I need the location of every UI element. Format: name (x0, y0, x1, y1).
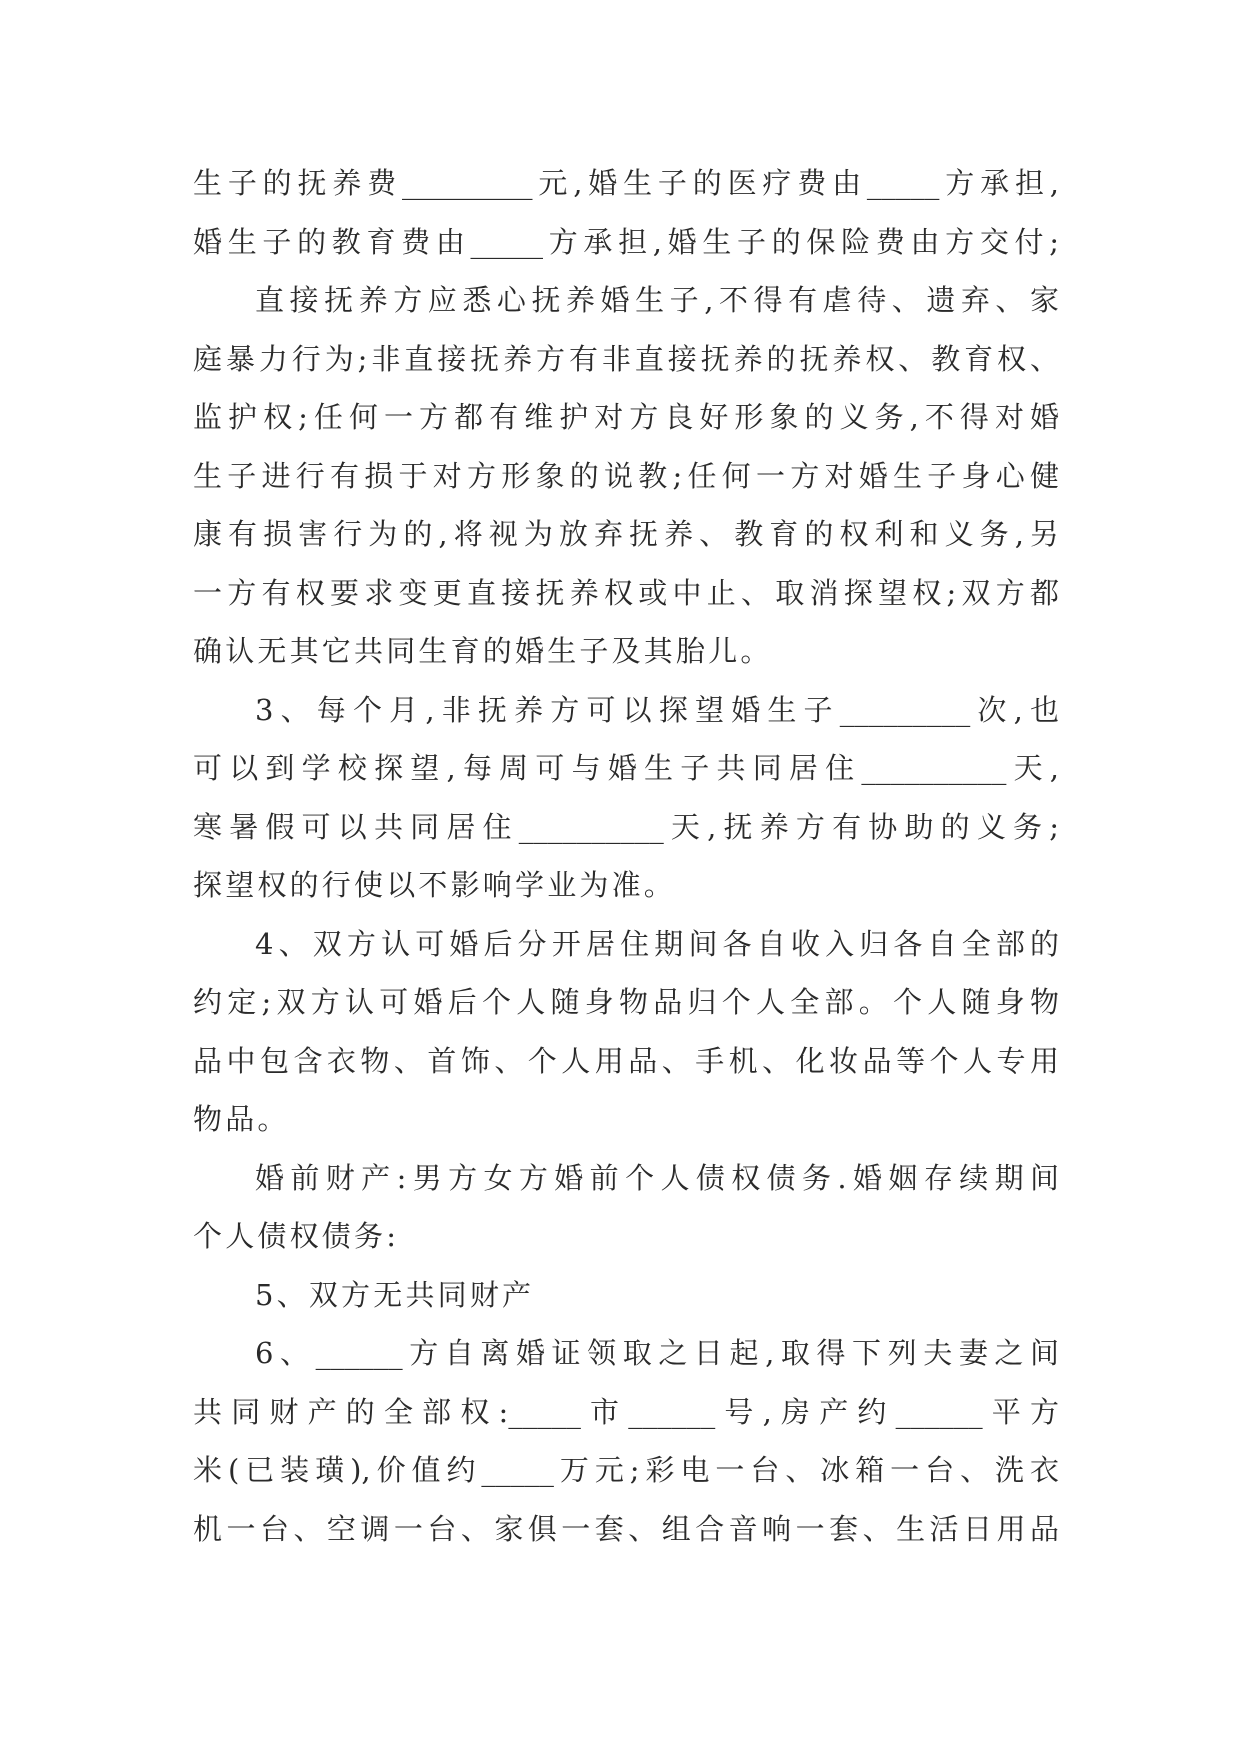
paragraph-end-line: 探望权的行使以不影响学业为准。 (193, 868, 677, 902)
paragraph-start-line: 4、双方认可婚后分开居住期间各自收入归各自全部的 (255, 926, 1059, 961)
text-line: 婚生子的教育费由_____方承担,婚生子的保险费由方交付; (193, 224, 1059, 259)
document-page (193, 154, 1059, 1558)
paragraph-end-line: 个人债权债务: (193, 1219, 400, 1253)
text-line: 约定;双方认可婚后个人随身物品归个人全部。个人随身物 (193, 985, 1059, 1019)
text-line: 机一台、空调一台、家俱一套、组合音响一套、生活日用品 (193, 1511, 1059, 1546)
paragraph-start-line: 婚前财产:男方女方婚前个人债权债务.婚姻存续期间 (255, 1160, 1059, 1195)
text-line: 品中包含衣物、首饰、个人用品、手机、化妆品等个人专用 (193, 1043, 1059, 1078)
text-line: 可以到学校探望,每周可与婚生子共同居住__________天, (193, 751, 1059, 785)
text-line: 康有损害行为的,将视为放弃抚养、教育的权利和义务,另 (193, 517, 1059, 551)
paragraph-start-line: 6、______方自离婚证领取之日起,取得下列夫妻之间 (255, 1336, 1059, 1370)
text-line: 庭暴力行为;非直接抚养方有非直接抚养的抚养权、教育权、 (193, 341, 1059, 376)
paragraph-start-line: 3、每个月,非抚养方可以探望婚生子_________次,也 (255, 692, 1059, 727)
text-line: 寒暑假可以共同居住__________天,抚养方有协助的义务; (193, 809, 1059, 844)
text-line: 生子的抚养费_________元,婚生子的医疗费由_____方承担, (193, 166, 1059, 200)
text-line: 共同财产的全部权:_____市______号,房产约______平方 (193, 1394, 1059, 1429)
paragraph-end-line: 确认无其它共同生育的婚生子及其胎儿。 (193, 634, 773, 668)
paragraph-end-line: 物品。 (193, 1102, 290, 1136)
paragraph-single-line: 5、双方无共同财产 (255, 1277, 535, 1312)
text-line: 一方有权要求变更直接抚养权或中止、取消探望权;双方都 (193, 575, 1059, 610)
text-line: 生子进行有损于对方形象的说教;任何一方对婚生子身心健 (193, 458, 1059, 493)
text-line: 米(已装璜),价值约_____万元;彩电一台、冰箱一台、洗衣 (193, 1453, 1059, 1487)
text-line: 监护权;任何一方都有维护对方良好形象的义务,不得对婚 (193, 400, 1059, 434)
paragraph-start-line: 直接抚养方应悉心抚养婚生子,不得有虐待、遗弃、家 (255, 283, 1059, 317)
